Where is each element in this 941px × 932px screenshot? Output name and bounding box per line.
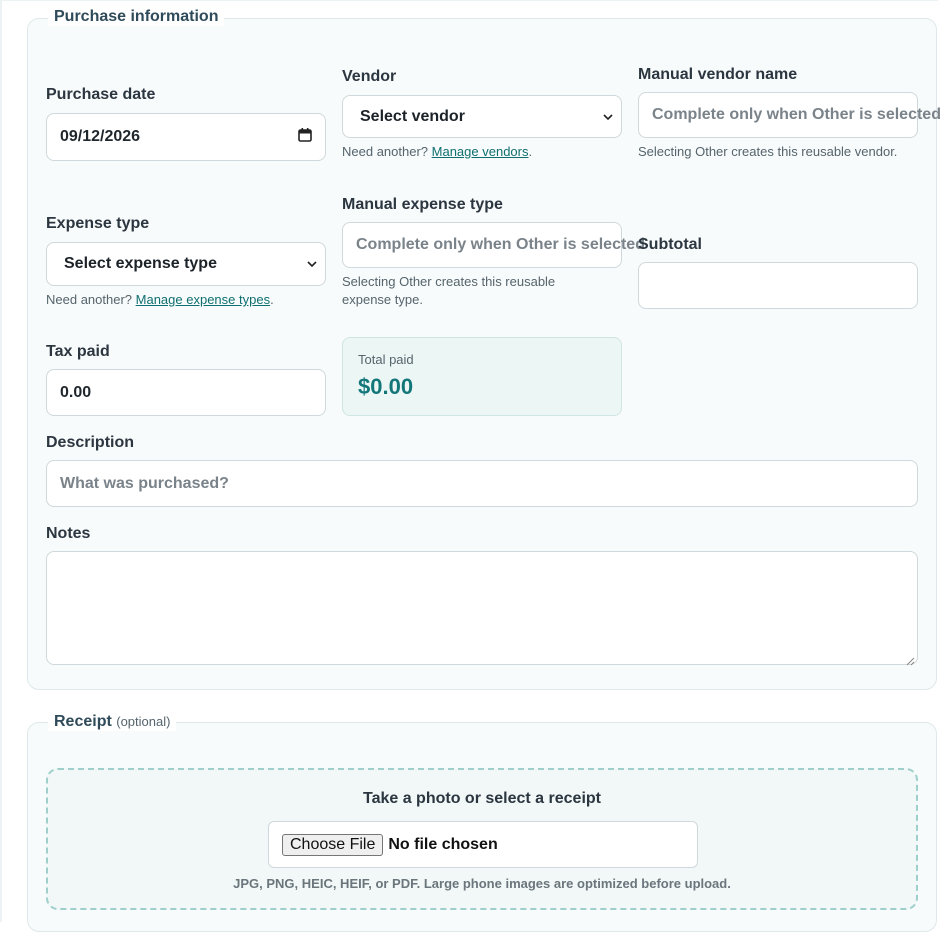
choose-file-button[interactable]: Choose File [282,834,383,856]
manual-vendor-name-label: Manual vendor name [638,66,798,83]
total-paid-card [342,337,622,416]
purchase-date-label: Purchase date [46,86,156,103]
tax-paid-input[interactable] [46,369,326,416]
page-top-edge [0,0,938,1]
calendar-icon[interactable] [298,128,312,147]
chevron-down-icon [603,108,613,126]
expense-type-select[interactable] [46,242,326,286]
expense-type-select-value: Select expense type [64,255,217,272]
manual-expense-type-placeholder: Complete only when Other is selected [356,236,645,253]
tax-paid-value: 0.00 [60,383,92,401]
manage-expense-types-link[interactable]: Manage expense types [135,292,271,307]
receipt-optional-tag: (optional) [116,714,171,729]
receipt-format-hint: JPG, PNG, HEIC, HEIF, or PDF. Large phone images are optimized before upload. [233,876,731,891]
total-paid-label: Total paid [358,352,414,367]
resize-grip-icon[interactable] [906,653,915,662]
page-left-edge [0,0,2,922]
description-label: Description [46,434,135,451]
manual-vendor-help: Selecting Other creates this reusable vendor. [638,144,898,159]
tax-paid-label: Tax paid [46,343,110,360]
expense-type-label: Expense type [46,215,150,232]
receipt-dropzone-title: Take a photo or select a receipt [362,790,601,807]
receipt-legend: Receipt (optional) [48,713,176,731]
chevron-down-icon [307,255,317,273]
manual-expense-type-input[interactable] [342,222,645,268]
manual-expense-type-label: Manual expense type [342,196,503,213]
vendor-select-value: Select vendor [360,107,465,125]
vendor-label: Vendor [342,68,397,85]
total-paid-value: $0.00 [358,374,414,399]
subtotal-label: Subtotal [638,236,702,253]
manual-vendor-name-placeholder: Complete only when Other is selected [652,106,941,123]
manage-vendors-link[interactable]: Manage vendors [431,144,529,159]
purchase-information-legend: Purchase information [48,8,224,26]
subtotal-input[interactable] [638,262,918,309]
file-status-text: No file chosen [388,835,498,853]
description-placeholder: What was purchased? [60,474,229,492]
vendor-help: Need another? Manage vendors. [342,144,533,159]
manual-vendor-name-input[interactable] [638,92,941,138]
expense-type-help: Need another? Manage expense types. [46,292,274,307]
receipt-dropzone[interactable] [46,768,918,910]
notes-textarea[interactable] [46,551,918,665]
description-input[interactable] [46,460,918,507]
manual-expense-type-help: Selecting Other creates this reusable expense type. [342,274,556,307]
receipt-file-input[interactable] [268,821,698,868]
vendor-select[interactable] [342,95,622,138]
notes-label: Notes [46,525,91,542]
purchase-date-value: 09/12/2026 [60,128,141,145]
purchase-date-input[interactable] [46,113,326,161]
